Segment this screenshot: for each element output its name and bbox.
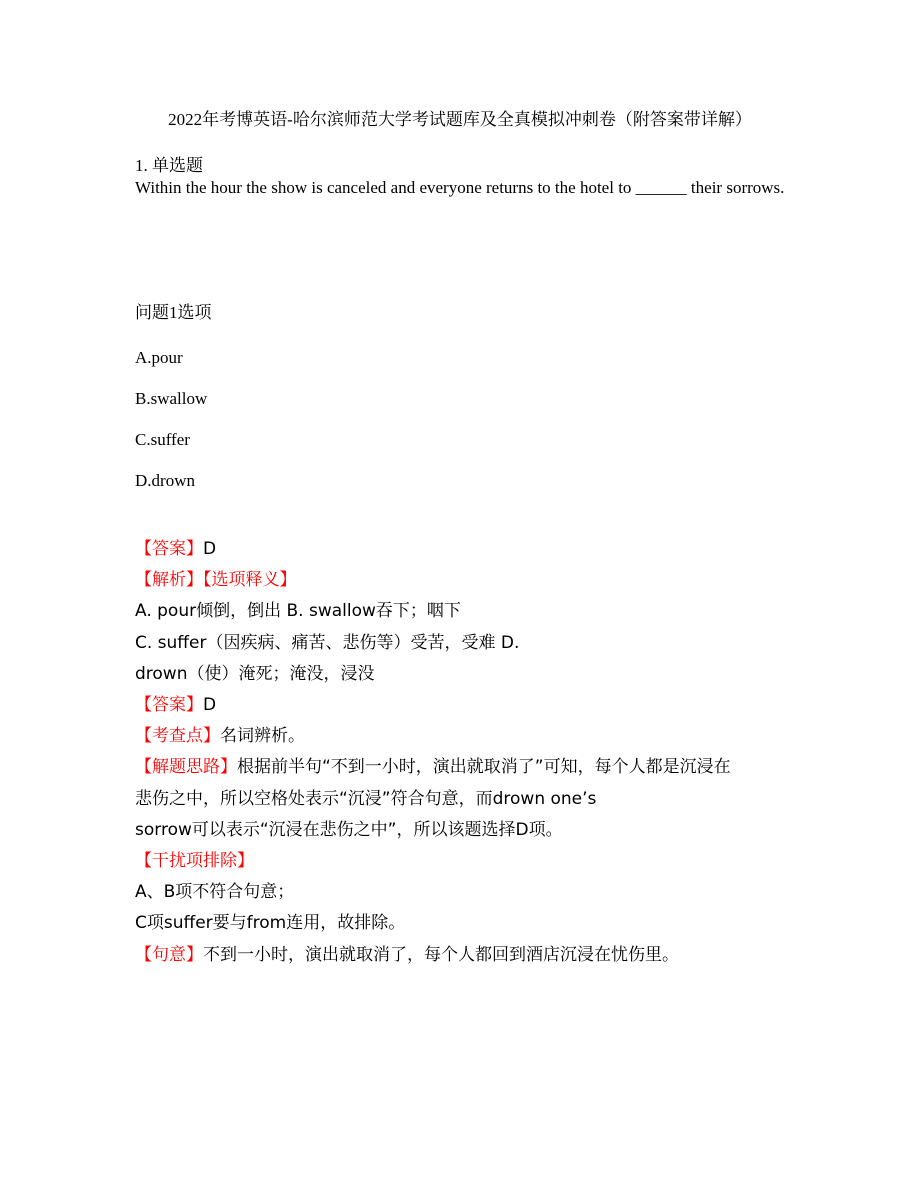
answer-tag: 【答案】 <box>135 539 203 559</box>
option-c: C.suffer <box>135 430 190 449</box>
idea-text-1: 根据前半句“不到一小时，演出就取消了”可知，每个人都是沉浸在 <box>237 757 731 778</box>
analysis-section <box>135 534 795 971</box>
answer-line-2 <box>135 690 795 721</box>
idea-line-2: 悲伤之中，所以空格处表示“沉浸”符合句意，而drown one’s <box>135 788 597 809</box>
exclusion-line-2: C项suffer要与from连用，故排除。 <box>135 913 406 934</box>
answer-value: D <box>203 539 217 559</box>
exclusion-line-1: A、B项不符合句意； <box>135 882 295 903</box>
exclusion-tag: 【干扰项排除】 <box>135 851 254 872</box>
option-b: B.swallow <box>135 389 208 408</box>
document-title: 2022年考博英语-哈尔滨师范大学考试题库及全真模拟冲刺卷（附答案带详解） <box>168 110 752 129</box>
question-stem: Within the hour the show is canceled and everyone returns to the hotel to ______ their sorrows. <box>135 178 785 197</box>
question-number-label: 1. 单选题 <box>135 156 203 175</box>
idea-line-1 <box>135 752 795 783</box>
option-gloss-line-1: A. pour倾倒，倒出 B. swallow吞下；咽下 <box>135 601 461 622</box>
idea-tag: 【解题思路】 <box>135 757 237 778</box>
answer-tag-2: 【答案】 <box>135 695 203 716</box>
options-heading: 问题1选项 <box>135 303 212 322</box>
question-block <box>135 155 785 199</box>
meaning-line <box>135 940 795 971</box>
option-a: A.pour <box>135 348 183 367</box>
point-line <box>135 721 795 752</box>
answer-line <box>135 534 795 565</box>
point-text: 名词辨析。 <box>220 726 305 747</box>
answer-value-2: D <box>203 695 217 716</box>
meaning-tag: 【句意】 <box>135 944 203 965</box>
point-tag: 【考查点】 <box>135 726 220 747</box>
analysis-tag: 【解析】【选项释义】 <box>135 570 297 591</box>
option-gloss-line-2: C. suffer（因疾病、痛苦、悲伤等）受苦，受难 D. <box>135 632 520 653</box>
meaning-text: 不到一小时，演出就取消了，每个人都回到酒店沉浸在忧伤里。 <box>203 944 679 965</box>
idea-line-3: sorrow可以表示“沉浸在悲伤之中”，所以该题选择D项。 <box>135 819 563 840</box>
option-gloss-line-3: drown（使）淹死；淹没，浸没 <box>135 663 375 684</box>
option-d: D.drown <box>135 471 195 490</box>
